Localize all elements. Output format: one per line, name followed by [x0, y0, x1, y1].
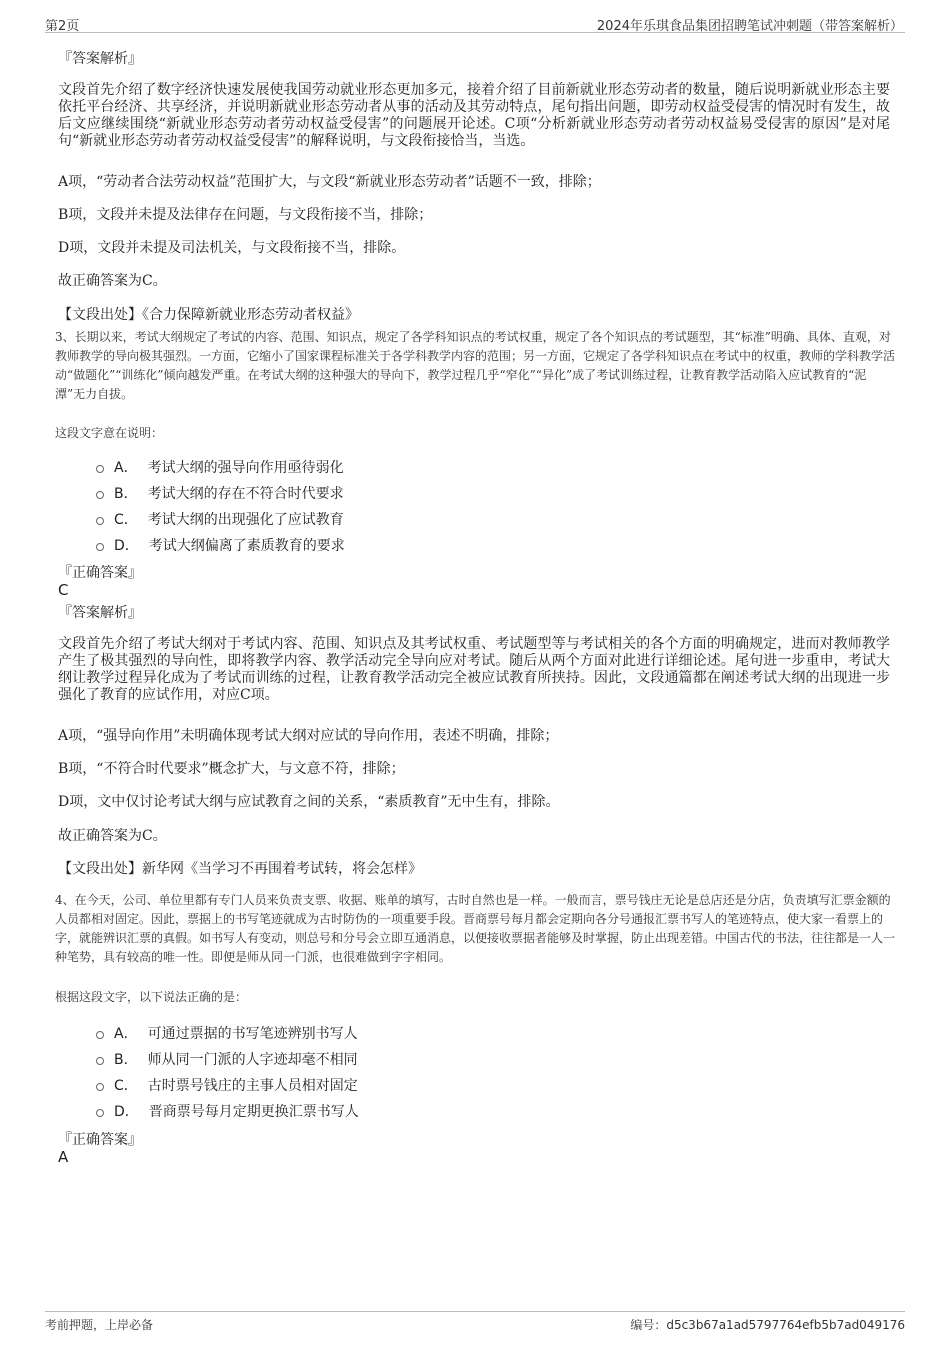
analysis-label: 『答案解析』	[58, 51, 142, 67]
radio-icon[interactable]	[96, 1031, 104, 1039]
option-d-explanation: D项，文段并未提及司法机关，与文段衔接不当，排除。	[58, 240, 406, 256]
q3-option-a[interactable]: A． 考试大纲的强导向作用亟待弱化	[96, 457, 344, 477]
correct-answer: C	[58, 581, 69, 599]
option-text: 考试大纲偏离了素质教育的要求	[148, 538, 345, 554]
radio-icon[interactable]	[96, 1109, 104, 1117]
analysis-label: 『答案解析』	[58, 605, 142, 621]
page-footer	[45, 1311, 905, 1336]
option-text: 考试大纲的存在不符合时代要求	[147, 486, 344, 502]
correct-answer: A	[58, 1148, 69, 1166]
analysis-text: 文段首先介绍了数字经济快速发展使我国劳动就业形态更加多元，接着介绍了目前新就业形态劳动者的数量，随后说明新就业形态主要依托平台经济、共享经济，并说明新就业形态劳动者从事的活动及其劳动特点，尾句指出问题，即劳动权益受侵害的情况时有发生，故后文应继续围绕“新就业形态劳动者劳动权益受侵害”的问题展开论述。C项“分析新就业形态劳动者劳动权益易受侵害的原因”是对尾句“新就业形态劳动者劳动权益受侵害”的解释说明，与文段衔接恰当，当选。	[58, 82, 890, 149]
option-text: 晋商票号每月定期更换汇票书写人	[148, 1104, 359, 1120]
q3-option-b[interactable]: B． 考试大纲的存在不符合时代要求	[96, 483, 344, 503]
page-header	[45, 12, 905, 33]
option-text: 可通过票据的书写笔迹辨别书写人	[147, 1026, 358, 1042]
question-4-prompt: 根据这段文字，以下说法正确的是：	[55, 990, 248, 1004]
radio-icon[interactable]	[96, 1057, 104, 1065]
radio-icon[interactable]	[96, 1083, 104, 1091]
question-3-text: 3、长期以来，考试大纲规定了考试的内容、范围、知识点，规定了各学科知识点的考试权重，规定了各个知识点的考试题型，其“标准”明确、具体、直观，对教师教学的导向极其强烈。一方面，它缩小了国家课程标准关于各学科教学内容的范围；另一方面，它规定了各学科知识点在考试中的权重，教师的学科教学活动“做题化”“训练化”倾向越发严重。在考试大纲的这种强大的导向下，教学过程几乎“窄化”“异化”成了考试训练过程，让教育教学活动陷入应试教育的“泥潭”无力自拔。	[55, 330, 896, 401]
source-citation: 【文段出处】新华网《当学习不再围着考试转，将会怎样》	[58, 861, 422, 877]
option-a-explanation: A项，“劳动者合法劳动权益”范围扩大，与文段“新就业形态劳动者”话题不一致，排除；	[58, 174, 601, 190]
option-text: 考试大纲的强导向作用亟待弱化	[147, 460, 344, 476]
radio-icon[interactable]	[96, 517, 104, 525]
page-number: 第2页	[45, 19, 80, 34]
question-4-text: 4、在今天，公司、单位里都有专门人员来负责支票、收据、账单的填写，古时自然也是一样。一般而言，票号钱庄无论是总店还是分店，负责填写汇票金额的人员都相对固定。因此，票据上的书写笔迹就成为古时防伪的一项重要手段。晋商票号每月都会定期向各分号通报汇票书写人的笔迹特点，使大家一看票上的字，就能辨识汇票的真假。如书写人有变动，则总号和分号会立即互通消息，以便接收票据者能够及时掌握，防止出现差错。中国古代的书法，往往都是一人一种笔势，具有较高的唯一性。即便是师从同一门派，也很难做到字字相同。	[55, 893, 896, 964]
document-id: 编号：d5c3b67a1ad5797764efb5b7ad049176	[630, 1318, 905, 1332]
document-title: 2024年乐琪食品集团招聘笔试冲刺题（带答案解析）	[596, 19, 903, 34]
option-b-explanation: B项，“不符合时代要求”概念扩大，与文意不符，排除；	[58, 761, 405, 777]
option-a-explanation: A项，“强导向作用”未明确体现考试大纲对应试的导向作用，表述不明确，排除；	[58, 728, 559, 744]
conclusion: 故正确答案为C。	[58, 273, 167, 289]
q3-option-c[interactable]: C． 考试大纲的出现强化了应试教育	[96, 509, 344, 529]
option-text: 考试大纲的出现强化了应试教育	[147, 512, 344, 528]
q4-option-d[interactable]: D． 晋商票号每月定期更换汇票书写人	[96, 1101, 359, 1121]
option-text: 古时票号钱庄的主事人员相对固定	[147, 1078, 358, 1094]
answer-label: 『正确答案』	[58, 565, 142, 581]
q4-option-a[interactable]: A． 可通过票据的书写笔迹辨别书写人	[96, 1023, 358, 1043]
option-b-explanation: B项，文段并未提及法律存在问题，与文段衔接不当，排除；	[58, 207, 433, 223]
question-3-prompt: 这段文字意在说明：	[55, 426, 164, 440]
q4-option-b[interactable]: B． 师从同一门派的人字迹却毫不相同	[96, 1049, 358, 1069]
conclusion: 故正确答案为C。	[58, 828, 167, 844]
radio-icon[interactable]	[96, 465, 104, 473]
radio-icon[interactable]	[96, 543, 104, 551]
footer-slogan: 考前押题，上岸必备	[45, 1318, 154, 1332]
option-text: 师从同一门派的人字迹却毫不相同	[147, 1052, 358, 1068]
source-citation: 【文段出处】《合力保障新就业形态劳动者权益》	[58, 307, 359, 323]
option-d-explanation: D项，文中仅讨论考试大纲与应试教育之间的关系，“素质教育”无中生有，排除。	[58, 794, 560, 810]
q4-option-c[interactable]: C． 古时票号钱庄的主事人员相对固定	[96, 1075, 358, 1095]
radio-icon[interactable]	[96, 491, 104, 499]
q3-option-d[interactable]: D． 考试大纲偏离了素质教育的要求	[96, 535, 345, 555]
analysis-text: 文段首先介绍了考试大纲对于考试内容、范围、知识点及其考试权重、考试题型等与考试相关的各个方面的明确规定，进而对教师教学产生了极其强烈的导向性，即将教学内容、教学活动完全导向应对考试。随后从两个方面对此进行详细论述。尾句进一步重申，考试大纲让教学过程异化成为了考试而训练的过程，让教育教学活动完全被应试教育所挟持。因此，文段通篇都在阐述考试大纲的出现进一步强化了教育的应试作用，对应C项。	[58, 636, 890, 703]
answer-label: 『正确答案』	[58, 1132, 142, 1148]
